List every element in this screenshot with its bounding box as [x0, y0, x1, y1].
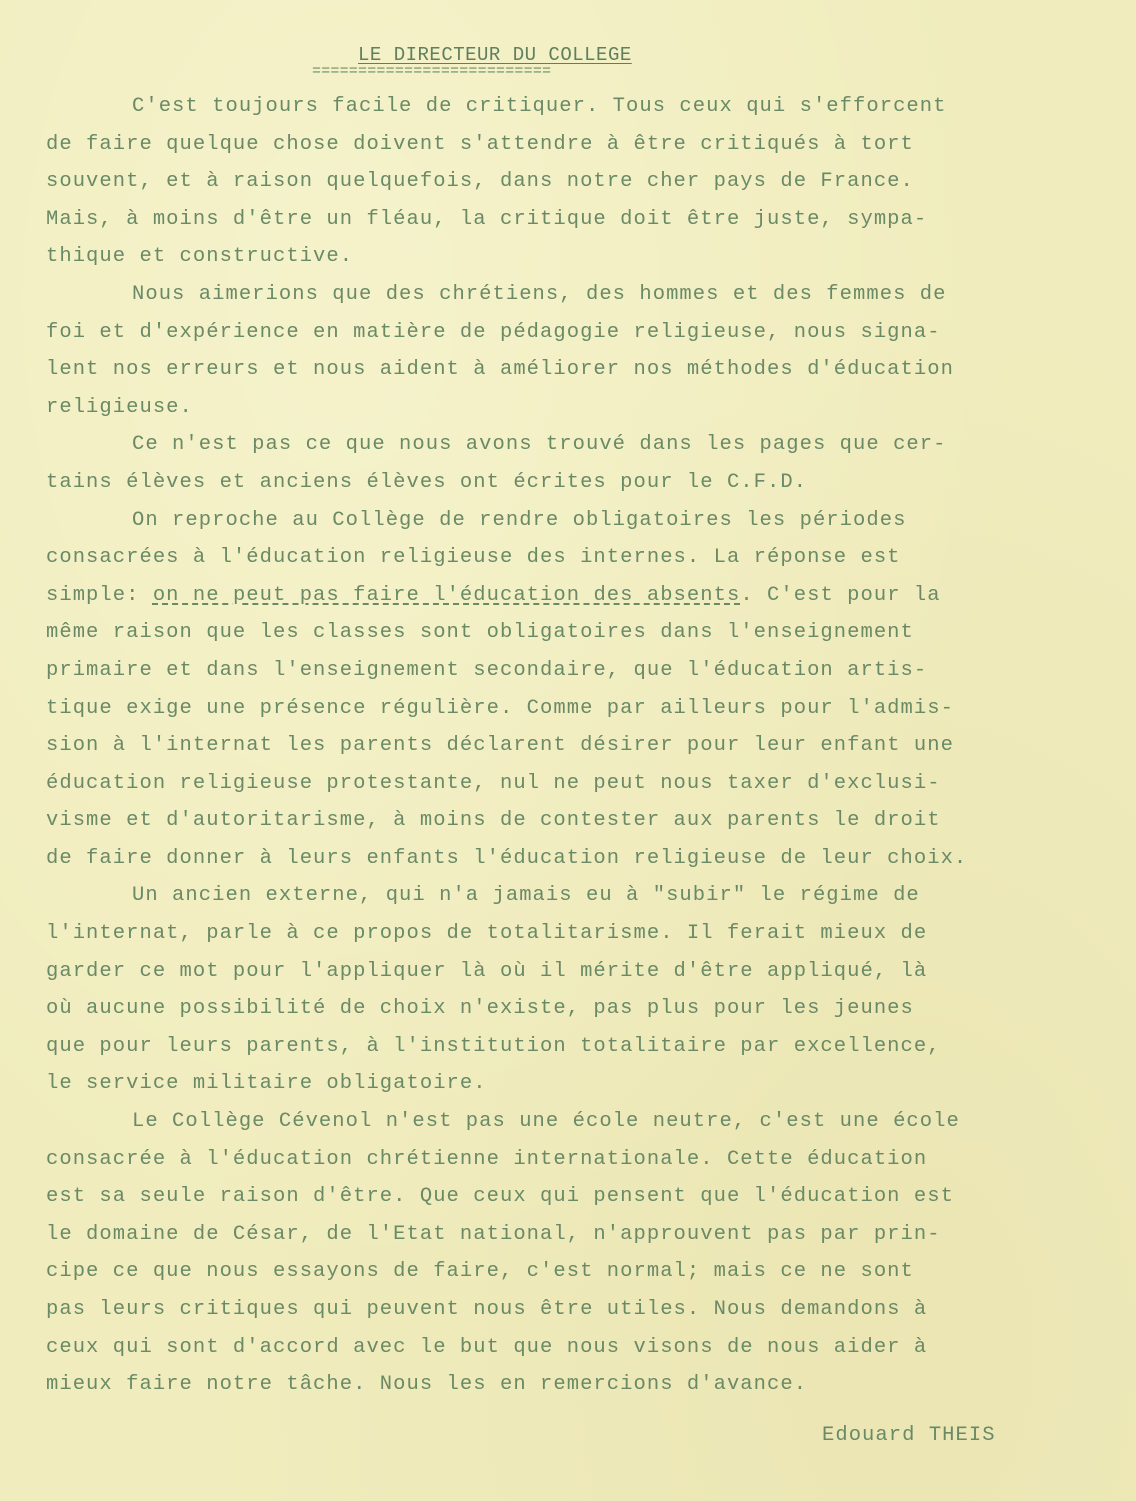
text-line: que pour leurs parents, à l'institution totalitaire par excellence,	[46, 1034, 941, 1058]
text-line: religieuse.	[46, 395, 193, 419]
text-line: consacrée à l'éducation chrétienne internationale. Cette éducation	[46, 1147, 928, 1171]
text-line: où aucune possibilité de choix n'existe, pas plus pour les jeunes	[46, 997, 914, 1021]
title-double-rule: ==========================	[312, 63, 552, 80]
text-line: garder ce mot pour l'appliquer là où il mérite d'être appliqué, là	[46, 959, 928, 983]
text-line: C'est toujours facile de critiquer. Tous ceux qui s'efforcent	[132, 95, 947, 118]
text-line: visme et d'autoritarisme, à moins de contester aux parents le droit	[46, 809, 941, 833]
text-line: foi et d'expérience en matière de pédagogie religieuse, nous signa-	[46, 320, 941, 344]
text-line: thique et constructive.	[46, 245, 354, 269]
text-line: cipe ce que nous essayons de faire, c'est normal; mais ce ne sont	[46, 1260, 914, 1284]
text-line: est sa seule raison d'être. Que ceux qui pensent que l'éducation est	[46, 1185, 954, 1209]
text-line: le domaine de César, de l'Etat national, n'approuvent pas par prin-	[46, 1222, 941, 1246]
text-line: éducation religieuse protestante, nul ne peut nous taxer d'exclusi-	[46, 771, 941, 795]
title-block	[312, 44, 752, 78]
text-segment: simple:	[46, 583, 153, 607]
text-line: mieux faire notre tâche. Nous les en remercions d'avance.	[46, 1373, 808, 1397]
page-title: LE DIRECTEUR DU COLLEGE	[358, 44, 632, 66]
text-line: tains élèves et anciens élèves ont écrites pour le C.F.D.	[46, 470, 808, 494]
letter-body	[46, 88, 1096, 1404]
text-line: le service militaire obligatoire.	[46, 1072, 487, 1096]
text-line: l'internat, parle à ce propos de totalitarisme. Il ferait mieux de	[46, 922, 928, 946]
text-line: Le Collège Cévenol n'est pas une école neutre, c'est une école	[132, 1110, 960, 1134]
text-line-with-underline	[46, 577, 1096, 615]
text-line: de faire quelque chose doivent s'attendre à être critiqués à tort	[46, 132, 914, 156]
text-line: de faire donner à leurs enfants l'éducation religieuse de leur choix.	[46, 846, 968, 870]
text-line: même raison que les classes sont obligatoires dans l'enseignement	[46, 621, 914, 645]
text-line: On reproche au Collège de rendre obligatoires les périodes	[132, 508, 907, 532]
text-line: Nous aimerions que des chrétiens, des hommes et des femmes de	[132, 282, 947, 306]
text-line: tique exige une présence régulière. Comme par ailleurs pour l'admis-	[46, 696, 954, 720]
text-segment: . C'est pour la	[740, 583, 941, 607]
text-line: Mais, à moins d'être un fléau, la critique doit être juste, sympa-	[46, 207, 928, 231]
text-line: primaire et dans l'enseignement secondaire, que l'éducation artis-	[46, 658, 928, 682]
text-line: lent nos erreurs et nous aident à améliorer nos méthodes d'éducation	[46, 358, 954, 382]
text-line: souvent, et à raison quelquefois, dans notre cher pays de France.	[46, 170, 914, 194]
text-line: Un ancien externe, qui n'a jamais eu à "subir" le régime de	[132, 884, 920, 908]
text-line: consacrées à l'éducation religieuse des internes. La réponse est	[46, 546, 901, 570]
underlined-phrase: on ne peut pas faire l'éducation des absents	[152, 583, 741, 607]
text-line: pas leurs critiques qui peuvent nous être utiles. Nous demandons à	[46, 1298, 928, 1321]
signature: Edouard THEIS	[822, 1424, 996, 1447]
text-line: sion à l'internat les parents déclarent désirer pour leur enfant une	[46, 734, 954, 758]
text-line: Ce n'est pas ce que nous avons trouvé dans les pages que cer-	[132, 433, 947, 457]
text-line: ceux qui sont d'accord avec le but que nous visons de nous aider à	[46, 1335, 928, 1359]
